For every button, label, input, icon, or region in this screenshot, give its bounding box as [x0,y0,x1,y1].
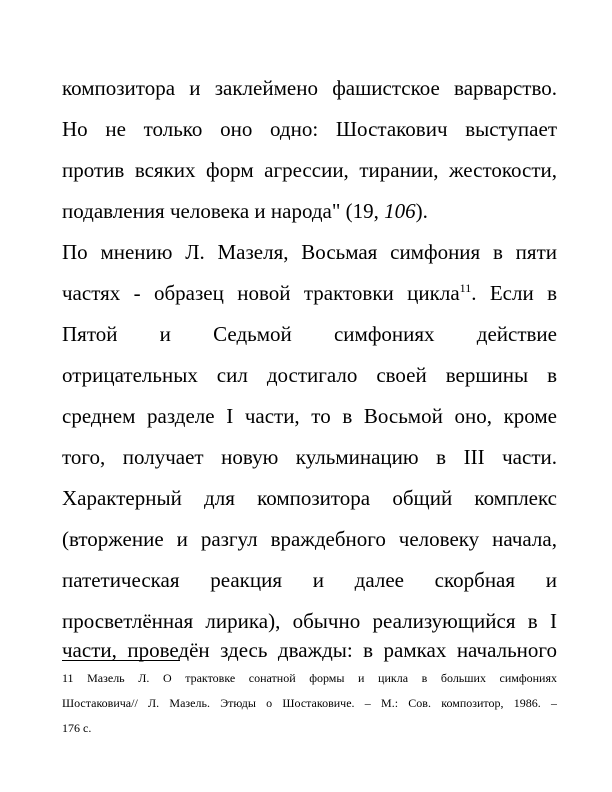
body-line-7: Пятой и Седьмой симфониях действие [62,322,557,346]
body-line-6-text: частях - образец новой трактовки цикла [62,281,460,305]
body-line-9: среднем разделе I части, то в Восьмой оно, кроме [62,404,557,428]
footnote-separator [62,660,180,661]
footnote-ref: 11 [459,281,472,295]
body-line-13: патетическая реакция и далее скорбная и [62,568,557,592]
body-line-4 [62,199,557,223]
body-line-1: композитора и заклеймено фашистское варварство. [62,76,557,100]
body-line-12: (вторжение и разгул враждебного человеку начала, [62,527,557,551]
body-line-10: того, получает новую кульминацию в III части. [62,445,557,469]
body-line-5: По мнению Л. Мазеля, Восьмая симфония в пяти [62,240,557,264]
body-line-6 [62,281,557,305]
body-line-6-end: . Если в [471,281,557,305]
body-line-3: против всяких форм агрессии, тирании, жестокости, [62,158,557,182]
body-line-2: Но не только оно одно: Шостакович выступает [62,117,557,141]
body-line-4-text: подавления человека и народа" (19, [62,199,385,223]
footnote-line-2: Шостаковича// Л. Мазель. Этюды о Шостаковиче. – М.: Сов. композитор, 1986. – [62,696,557,710]
body-line-15: части, проведён здесь дважды: в рамках начального [62,638,557,662]
footnote-line-1: 11 Мазель Л. О трактовке сонатной формы и цикла в больших симфониях [62,671,557,685]
citation-page: 106 [384,199,416,223]
body-line-14: просветлённая лирика), обычно реализующийся в I [62,609,557,633]
footnote-line-3: 176 с. [62,721,92,735]
body-line-8: отрицательных сил достигало своей вершины в [62,363,557,387]
body-line-11: Характерный для композитора общий комплекс [62,486,557,510]
body-line-4-end: ). [415,199,428,223]
